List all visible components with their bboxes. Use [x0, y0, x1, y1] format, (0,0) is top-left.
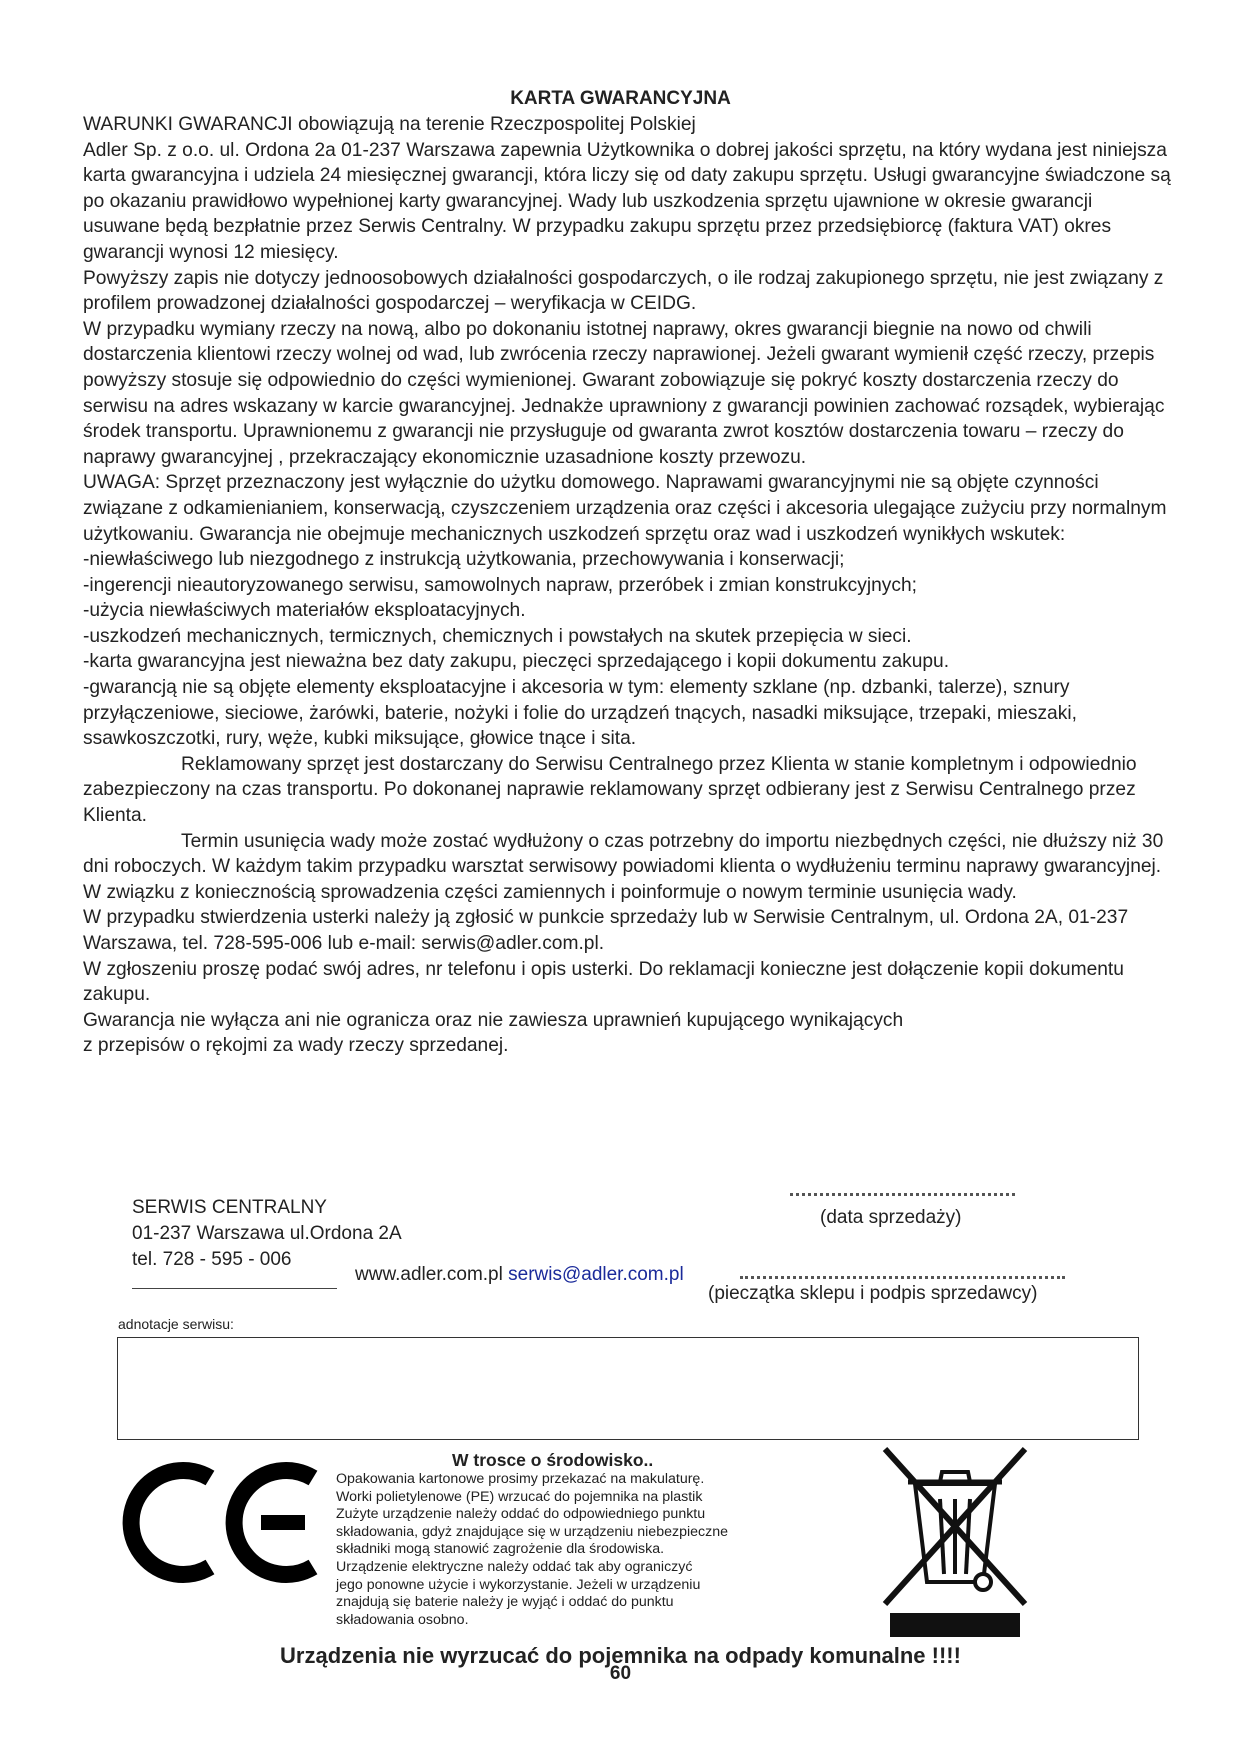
paragraph: W przypadku wymiany rzeczy na nową, albo po dokonaniu istotnej naprawy, okres gwarancji biegnie na nowo od chwili dostarczenia klientowi rzeczy wolnej od wad, lub zwrócenia rzeczy naprawionej. Jeżeli gwarant wymienił część rzeczy, przepis powyższy stosuje się odpowiednio do części wymienionej. Gwarant zobowiązuje się pokryć koszty dostarczenia rzeczy do serwisu na adres wskazany w karcie gwarancyjnej. Jednakże uprawniony z gwarancji powinien zachować rozsądek, wybierając środek transportu. Uprawnionemu z gwarancji nie przysługuje od gwaranta zwrot kosztów dostarczenia towaru – rzeczy do naprawy gwarancyjnej , przekraczający ekonomicznie uzasadnione koszty przewozu.: [83, 318, 1165, 468]
service-notes-box: [117, 1337, 1139, 1440]
disposal-warning: Urządzenia nie wyrzucać do pojemnika na odpady komunalne !!!!: [280, 1643, 961, 1668]
environment-line: składowania osobno.: [336, 1611, 469, 1628]
service-notes-label: adnotacje serwisu:: [118, 1316, 234, 1332]
paragraph: z przepisów o rękojmi za wady rzeczy sprzedanej.: [83, 1035, 509, 1057]
page-title: KARTA GWARANCYJNA: [510, 88, 731, 109]
crossed-bin-weee-icon: [880, 1444, 1030, 1638]
environment-line: Worki polietylenowe (PE) wrzucać do pojemnika na plastik: [336, 1488, 703, 1505]
environment-text: [336, 1471, 856, 1629]
stamp-line: [740, 1276, 1065, 1279]
service-name: SERWIS CENTRALNY: [132, 1197, 327, 1218]
paragraph: W przypadku stwierdzenia usterki należy ją zgłosić w punkcie sprzedaży lub w Serwisie Centralnym, ul. Ordona 2A, 01-237 Warszawa, tel. 728-595-006 lub e-mail: serwis@adler.com.pl.: [83, 907, 1129, 954]
web-contact: [355, 1264, 684, 1286]
service-street: 01-237 Warszawa ul.Ordona 2A: [132, 1223, 402, 1244]
environment-line: składowania, gdyż znajdujące się w urządzeniu niebezpieczne: [336, 1523, 728, 1540]
environment-line: składniki mogą stanowić zagrożenie dla środowiska.: [336, 1541, 665, 1558]
list-item: -uszkodzeń mechanicznych, termicznych, chemicznych i powstałych na skutek przepięcia w sieci.: [83, 625, 912, 647]
sale-date-label: (data sprzedaży): [820, 1207, 962, 1228]
service-phone: tel. 728 - 595 - 006: [132, 1249, 292, 1270]
list-item: -gwarancją nie są objęte elementy eksploatacyjne i akcesoria w tym: elementy szklane (np. dzbanki, talerze), sznury przyłączeniowe, sieciowe, żarówki, baterie, nożyki i folie do urządzeń tnących, nasadki miksujące, trzepaki, mieszaki, ssawkoszczotki, rury, węże, kubki miksujące, głowice tnące i sita.: [83, 677, 1077, 750]
paragraph: Gwarancja nie wyłącza ani nie ogranicza oraz nie zawiesza uprawnień kupującego wynikających: [83, 1009, 904, 1031]
paragraph: Termin usunięcia wady może zostać wydłużony o czas potrzebny do importu niezbędnych części, nie dłuższy niż 30 dni roboczych. W każdym takim przypadku warsztat serwisowy powiadomi klienta o wydłużeniu terminu naprawy gwarancyjnej. W związku z koniecznością sprowadzenia części zamiennych i poinformuje o nowym terminie usunięcia wady.: [83, 830, 1164, 903]
sale-date-line: [790, 1193, 1015, 1196]
paragraph: Powyższy zapis nie dotyczy jednoosobowych działalności gospodarczych, o ile rodzaj zakupionego sprzętu, nie jest związany z profilem prowadzonej działalności gospodarczej – weryfikacja w CEIDG.: [83, 267, 1164, 315]
stamp-label: (pieczątka sklepu i podpis sprzedawcy): [708, 1283, 1038, 1304]
ce-mark-icon: [115, 1460, 320, 1585]
environment-line: Urządzenie elektryczne należy oddać tak aby ograniczyć: [336, 1558, 693, 1575]
environment-title: W trosce o środowisko..: [452, 1450, 654, 1470]
page-number: 60: [609, 1663, 632, 1684]
environment-line: Opakowania kartonowe prosimy przekazać na makulaturę.: [336, 1471, 705, 1487]
list-item: -niewłaściwego lub niezgodnego z instrukcją użytkowania, przechowywania i konserwacji;: [83, 549, 845, 571]
paragraph: WARUNKI GWARANCJI obowiązują na terenie Rzeczpospolitej Polskiej: [83, 114, 696, 135]
divider-line: [132, 1288, 337, 1289]
environment-line: jego ponowne użycie i wykorzystanie. Jeżeli w urządzeniu: [336, 1576, 701, 1593]
service-address: [132, 1195, 402, 1273]
environment-line: znajdują się baterie należy je wyjąć i oddać do punktu: [336, 1594, 674, 1611]
website-link[interactable]: www.adler.com.pl: [355, 1264, 503, 1285]
paragraph: UWAGA: Sprzęt przeznaczony jest wyłącznie do użytku domowego. Naprawami gwarancyjnymi nie są objęte czynności związane z odkamienianiem, konserwacją, czyszczeniem urządzenia oraz części i akcesoria ulegające zużyciu przy normalnym użytkowaniu. Gwarancja nie obejmuje mechanicznych uszkodzeń sprzętu oraz wad i uszkodzeń wynikłych wskutek:: [83, 472, 1167, 545]
list-item: -karta gwarancyjna jest nieważna bez daty zakupu, pieczęci sprzedającego i kopii dokumentu zakupu.: [83, 651, 950, 673]
list-item: -ingerencji nieautoryzowanego serwisu, samowolnych napraw, przeróbek i zmian konstrukcyjnych;: [83, 574, 917, 596]
warranty-conditions: [83, 112, 1173, 1059]
paragraph: Adler Sp. z o.o. ul. Ordona 2a 01-237 Warszawa zapewnia Użytkownika o dobrej jakości sprzętu, na który wydana jest niniejsza karta gwarancyjna i udziela 24 miesięcznej gwarancji, która liczy się od daty zakupu sprzętu. Usługi gwarancyjne świadczone są po okazaniu prawidłowo wypełnionej karty gwarancyjnej. Wady lub uszkodzenia sprzętu ujawnione w okresie gwarancji usuwane będą bezpłatnie przez Serwis Centralny. W przypadku zakupu sprzętu przez przedsiębiorcę (faktura VAT) okres gwarancji wynosi 12 miesięcy.: [83, 139, 1171, 263]
paragraph: W zgłoszeniu proszę podać swój adres, nr telefonu i opis usterki. Do reklamacji konieczne jest dołączenie kopii dokumentu zakupu.: [83, 958, 1124, 1006]
list-item: -użycia niewłaściwych materiałów eksploatacyjnych.: [83, 600, 526, 622]
paragraph: Reklamowany sprzęt jest dostarczany do Serwisu Centralnego przez Klienta w stanie kompletnym i odpowiednio zabezpieczony na czas transportu. Po dokonanej naprawie reklamowany sprzęt odbierany jest z Serwisu Centralnego przez Klienta.: [83, 753, 1137, 827]
environment-line: Zużyte urządzenie należy oddać do odpowiedniego punktu: [336, 1506, 706, 1523]
email-link[interactable]: serwis@adler.com.pl: [508, 1264, 684, 1285]
